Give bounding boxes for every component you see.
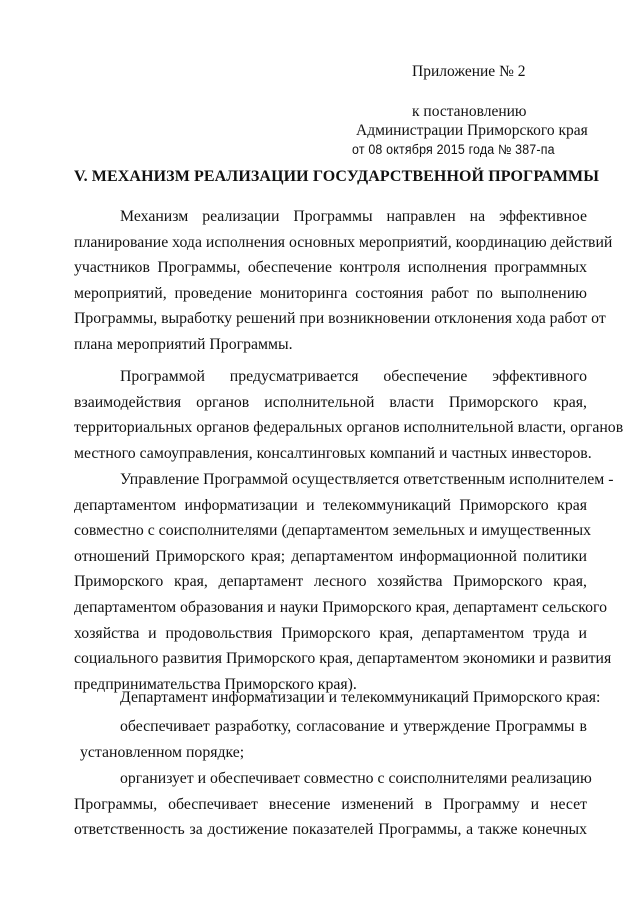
text-line: хозяйства и продовольствия Приморского края, департаментом труда и <box>74 624 587 642</box>
section-title: V. МЕХАНИЗМ РЕАЛИЗАЦИИ ГОСУДАРСТВЕННОЙ ПРОГРАММЫ <box>74 168 600 185</box>
text-line: Приморского края, департамент лесного хозяйства Приморского края, <box>74 573 587 591</box>
text-line: департаментом информатизации и телекоммуникаций Приморского края <box>74 496 587 514</box>
paragraph-organization <box>74 766 592 843</box>
text-line: установленном порядке; <box>80 743 245 761</box>
text-line: взаимодействия органов исполнительной власти Приморского края, <box>74 393 587 411</box>
text-line: местного самоуправления, консалтинговых компаний и частных инвесторов. <box>74 444 592 462</box>
text-line: Механизм реализации Программы направлен на эффективное <box>120 208 587 225</box>
paragraph-mechanism <box>74 204 613 358</box>
paragraph-management <box>74 467 614 697</box>
text-line: социального развития Приморского края, департаментом экономики и развития <box>74 650 612 668</box>
text-line: ответственность за достижение показателей Программы, а также конечных <box>74 821 587 839</box>
paragraph-development <box>74 714 587 765</box>
text-line: Программы, обеспечивает внесение изменений в Программу и несет <box>74 795 587 813</box>
text-line: Программы, выработку решений при возникновении отклонения хода работ от <box>74 310 606 328</box>
text-line: плана мероприятий Программы. <box>74 335 293 353</box>
text-line: участников Программы, обеспечение контроля исполнения программных <box>74 259 587 277</box>
administration-line: Администрации Приморского края <box>356 122 588 139</box>
text-line: департаментом образования и науки Приморского края, департамент сельского <box>74 598 608 616</box>
paragraph-department <box>74 685 601 711</box>
to-decree-line: к постановлению <box>412 103 527 120</box>
text-line: мероприятий, проведение мониторинга состояния работ по выполнению <box>74 284 587 302</box>
text-line: обеспечивает разработку, согласование и утверждение Программы в <box>120 718 587 735</box>
appendix-title: Приложение № 2 <box>412 63 526 80</box>
text-line: Департамент информатизации и телекоммуникаций Приморского края: <box>120 689 601 706</box>
text-line: предпринимательства Приморского края). <box>74 675 357 693</box>
paragraph-interaction <box>74 364 624 466</box>
text-line: планирование хода исполнения основных мероприятий, координацию действий <box>74 233 613 251</box>
text-line: отношений Приморского края; департаментом информационной политики <box>74 547 587 565</box>
text-line: организует и обеспечивает совместно с соисполнителями реализацию <box>120 770 592 787</box>
text-line: Управление Программой осуществляется ответственным исполнителем - <box>120 471 614 488</box>
text-line: совместно с соисполнителями (департаментом земельных и имущественных <box>74 522 592 540</box>
text-line: Программой предусматривается обеспечение эффективного <box>120 368 587 385</box>
decree-date-number: от 08 октября 2015 года № 387-па <box>352 142 555 157</box>
text-line: территориальных органов федеральных органов исполнительной власти, органов <box>74 419 624 437</box>
